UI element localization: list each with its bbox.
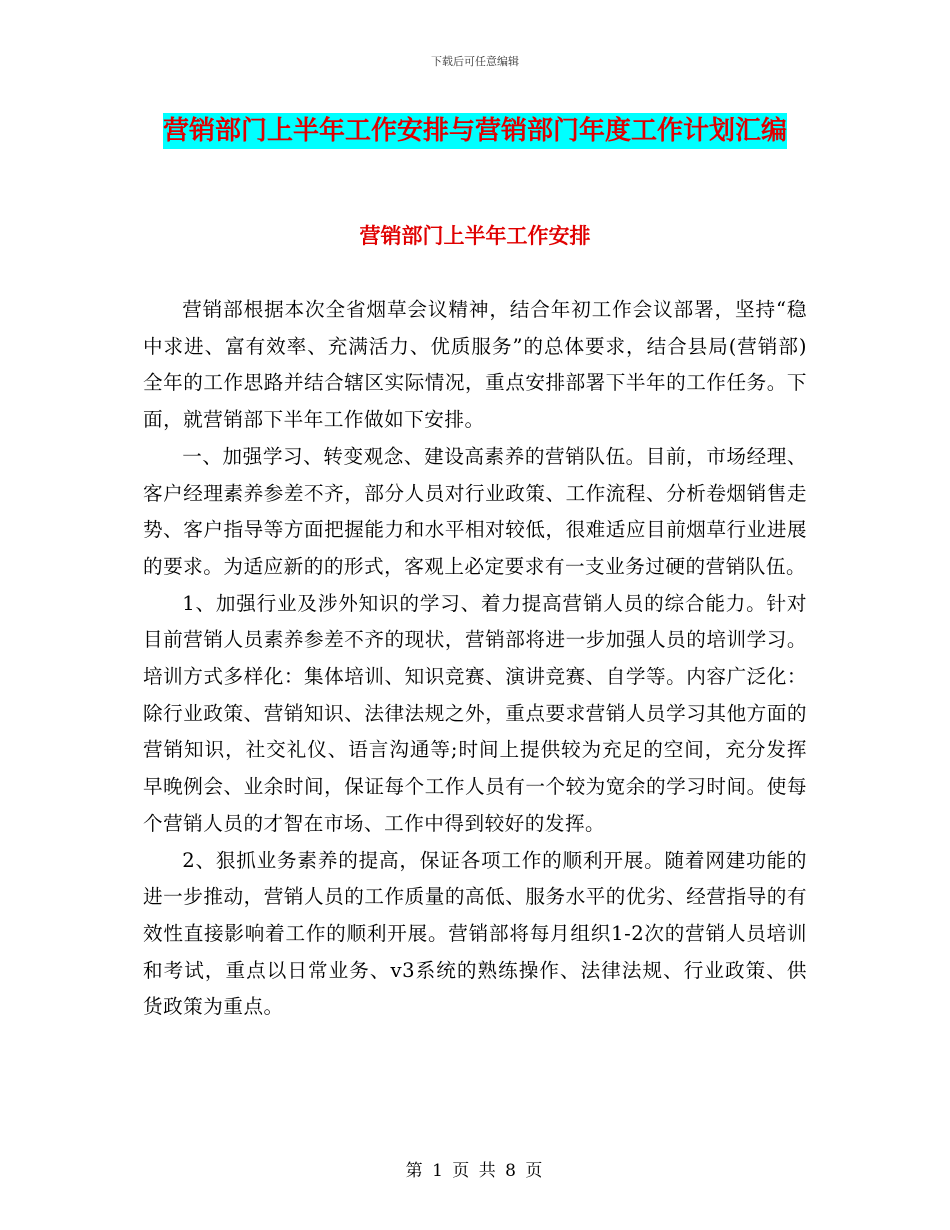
paragraph: 营销部根据本次全省烟草会议精神，结合年初工作会议部署，坚持“稳中求进、富有效率、充满活力、优质服务”的总体要求，结合县局(营销部)全年的工作思路并结合辖区实际情况，重点安排部署下半年的工作任务。下面，就营销部下半年工作做如下安排。 [143,298,807,432]
paragraph: 2、狠抓业务素养的提高，保证各项工作的顺利开展。随着网建功能的进一步推动，营销人员的工作质量的高低、服务水平的优劣、经营指导的有效性直接影响着工作的顺利开展。营销部将每月组织1-2次的营销人员培训和考试，重点以日常业务、v3系统的熟练操作、法律法规、行业政策、供货政策为重点。 [143,848,807,1019]
paragraph: 一、加强学习、转变观念、建设高素养的营销队伍。目前，市场经理、客户经理素养参差不齐，部分人员对行业政策、工作流程、分析卷烟销售走势、客户指导等方面把握能力和水平相对较低，很难适应目前烟草行业进展的要求。为适应新的的形式，客观上必定要求有一支业务过硬的营销队伍。 [143,444,807,578]
section-heading: 营销部门上半年工作安排 [359,224,591,248]
document-title [140,108,810,154]
header-note: 下载后可任意编辑 [431,55,519,68]
document-title-text: 营销部门上半年工作安排与营销部门年度工作计划汇编 [163,113,787,149]
page-footer: 第 1 页 共 8 页 [405,1161,545,1181]
document-body [143,292,807,1026]
paragraph: 1、加强行业及涉外知识的学习、着力提高营销人员的综合能力。针对目前营销人员素养参差不齐的现状，营销部将进一步加强人员的培训学习。培训方式多样化：集体培训、知识竞赛、演讲竞赛、自学等。内容广泛化：除行业政策、营销知识、法律法规之外，重点要求营销人员学习其他方面的营销知识，社交礼仪、语言沟通等;时间上提供较为充足的空间，充分发挥早晚例会、业余时间，保证每个工作人员有一个较为宽余的学习时间。使每个营销人员的才智在市场、工作中得到较好的发挥。 [143,591,807,835]
